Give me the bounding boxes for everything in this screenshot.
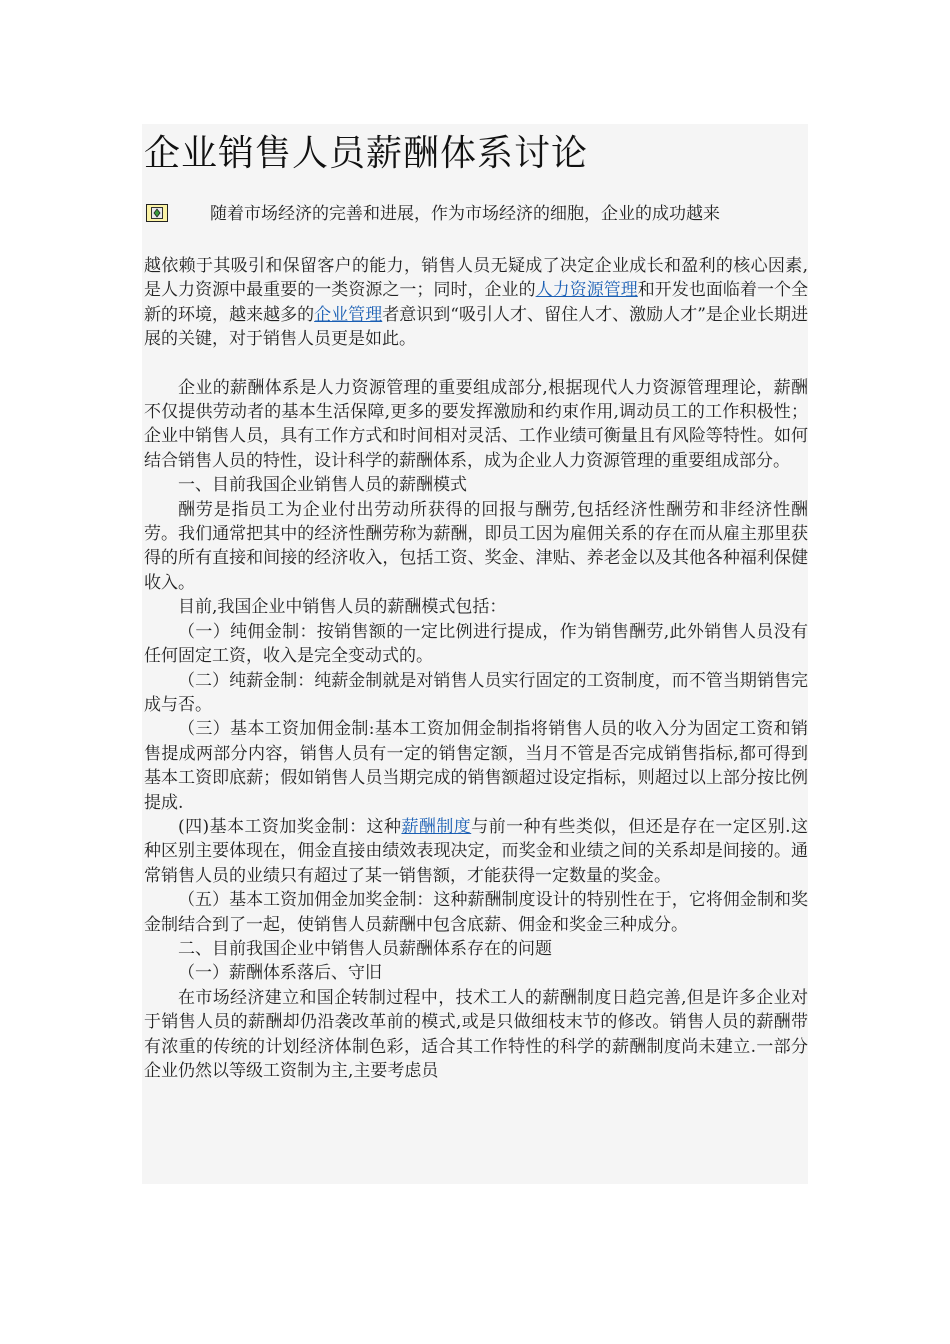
hr-management-link[interactable]: 人力资源管理: [535, 280, 638, 301]
paragraph-text: 和开发也面临着一个全新的环境，越来越多的: [144, 280, 809, 325]
paragraph: 酬劳是指员工为企业付出劳动所获得的回报与酬劳,包括经济性酬劳和非经济性酬劳。我们通常把其中的经济性酬劳称为薪酬，即员工因为雇佣关系的存在而从雇主那里获得的所有直接和间接的经济收入，包括工资、奖金、津贴、养老金以及其他各种福利保健收入。: [144, 499, 808, 593]
paragraph: 在市场经济建立和国企转制过程中，技术工人的薪酬制度日趋完善,但是许多企业对于销售人员的薪酬却仍沿袭改革前的模式,或是只做细枝末节的修改。销售人员的薪酬带有浓重的传统的计划经济体制色彩，适合其工作特性的科学的薪酬制度尚未建立.一部分企业仍然以等级工资制为主,主要考虑员: [144, 987, 808, 1081]
list-item: （三）基本工资加佣金制:基本工资加佣金制指将销售人员的收入分为固定工资和销售提成两部分内容，销售人员有一定的销售定额，当月不管是否完成销售指标,都可得到基本工资即底薪；假如销售人员当期完成的销售额超过设定指标，则超过以上部分按比例提成.: [144, 719, 808, 813]
paragraph: 目前,我国企业中销售人员的薪酬模式包括：: [178, 597, 507, 618]
list-item: [144, 815, 808, 888]
page-title: 企业销售人员薪酬体系讨论: [144, 133, 589, 174]
paragraph-text: 与前一种有些类似，但还是存在一定区别.这种区别主要体现在，佣金直接由绩效表现决定，而奖金和业绩之间的关系却是间接的。通常销售人员的业绩只有超过了某一销售额，才能获得一定数量的奖金。: [144, 816, 809, 886]
intro-row: [146, 204, 808, 224]
paragraph-text: 越依赖于其吸引和保留客户的能力，销售人员无疑成了决定企业成长和盈利的核心因素,是人力资源中最重要的一类资源之一；同时，企业的: [144, 256, 808, 301]
document-page: [142, 124, 808, 1184]
paragraph-text: 者意识到“吸引人才、留住人才、激励人才”是企业长期进展的关键，对于销售人员更是如此。: [144, 304, 808, 350]
paragraph: 企业的薪酬体系是人力资源管理的重要组成部分,根据现代人力资源管理理论，薪酬不仅提供劳动者的基本生活保障,更多的要发挥激励和约束作用,调动员工的工作积极性；企业中销售人员，具有工作方式和时间相对灵活、工作业绩可衡量且有风险等特性。如何结合销售人员的特性，设计科学的薪酬体系，成为企业人力资源管理的重要组成部分。: [144, 377, 808, 471]
salary-system-link[interactable]: 薪酬制度: [401, 816, 472, 837]
list-item: （五）基本工资加佣金加奖金制：这种薪酬制度设计的特别性在于，它将佣金制和奖金制结合到了一起，使销售人员薪酬中包含底薪、佣金和奖金三种成分。: [144, 890, 808, 935]
article-body: [144, 254, 808, 1083]
section-heading: 一、目前我国企业销售人员的薪酬模式: [178, 475, 467, 496]
paragraph-gap: [144, 352, 808, 376]
paragraph-text: (四)基本工资加奖金制：这种: [178, 816, 402, 837]
paragraph: [144, 254, 808, 352]
list-item: （一）纯佣金制：按销售额的一定比例进行提成，作为销售酬劳,此外销售人员没有任何固定工资，收入是完全变动式的。: [144, 621, 808, 667]
subsection-heading: （一）薪酬体系落后、守旧: [178, 963, 382, 984]
section-heading: 二、目前我国企业中销售人员薪酬体系存在的问题: [178, 938, 552, 959]
list-item: （二）纯薪金制：纯薪金制就是对销售人员实行固定的工资制度，而不管当期销售完成与否。: [144, 670, 808, 715]
intro-first-line: 随着市场经济的完善和进展，作为市场经济的细胞，企业的成功越来: [210, 204, 720, 224]
enterprise-management-link[interactable]: 企业管理: [314, 304, 383, 325]
picture-placeholder-icon: [146, 204, 168, 222]
